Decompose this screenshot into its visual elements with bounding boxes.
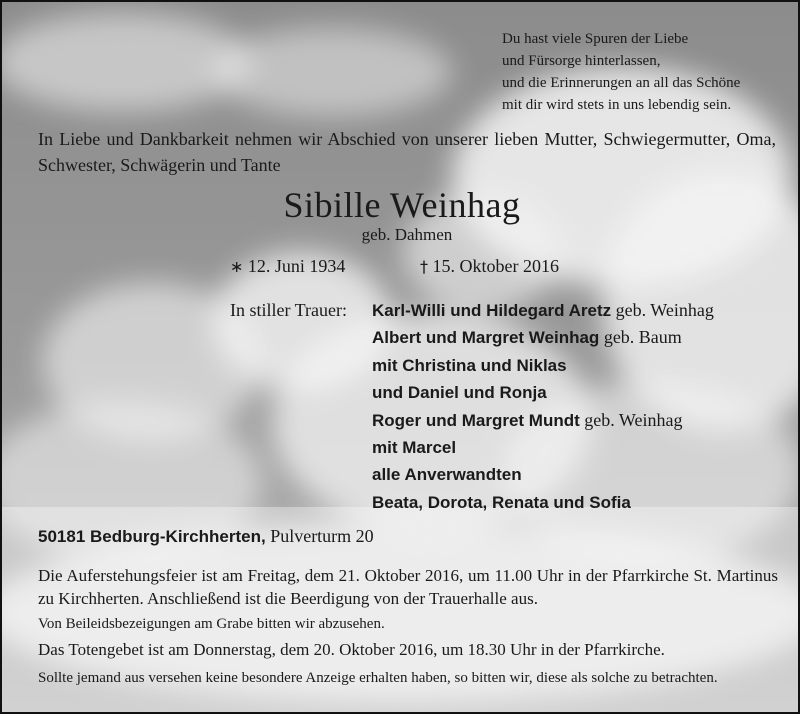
mourner-note: geb. Baum xyxy=(603,327,682,348)
mourner-names: Albert und Margret Weinhag xyxy=(372,328,600,348)
birth-date xyxy=(230,254,345,279)
mourner-line xyxy=(372,324,714,351)
mourner-names: mit Christina und Niklas xyxy=(372,355,567,375)
funeral-text: Die Auferstehungsfeier ist am Freitag, dem 21. Oktober 2016, um 11.00 Uhr in der Pfarrkirche St. Martinus zu Kirchherten. Anschließend ist die Beerdigung von der Trauerhalle aus. xyxy=(38,566,778,608)
mourner-line xyxy=(372,489,714,516)
birth-date-value: 12. Juni 1934 xyxy=(247,256,346,276)
prayer-text: Das Totengebet ist am Donnerstag, dem 20. Oktober 2016, um 18.30 Uhr in der Pfarrkirche. xyxy=(38,640,665,659)
death-date xyxy=(420,254,559,279)
mourners-list xyxy=(372,297,714,516)
closing-note: Sollte jemand aus versehen keine besondere Anzeige erhalten haben, so bitten wir, diese als solche zu betrachten. xyxy=(38,670,718,686)
address xyxy=(38,524,374,549)
memorial-poem xyxy=(502,28,740,116)
poem-line: und die Erinnerungen an all das Schöne xyxy=(502,75,741,91)
mourner-names: mit Marcel xyxy=(372,438,457,458)
mourner-line xyxy=(372,297,714,324)
mourners-label: In stiller Trauer: xyxy=(230,300,347,320)
mourner-line xyxy=(372,379,714,406)
mourner-line xyxy=(372,461,714,488)
mourner-names: Roger und Margret Mundt xyxy=(372,410,580,430)
maiden-name: geb. Dahmen xyxy=(361,225,453,244)
death-cross-icon: † xyxy=(420,257,428,276)
mourner-line xyxy=(372,407,714,434)
condolence-note: Von Beileidsbezeigungen am Grabe bitten wir abzusehen. xyxy=(38,616,385,632)
address-place: 50181 Bedburg-Kirchherten, xyxy=(38,527,266,546)
mourner-note: geb. Weinhag xyxy=(584,409,683,430)
mourner-names: alle Anverwandten xyxy=(372,465,522,485)
birth-star-icon: ∗ xyxy=(230,257,244,276)
poem-line: Du hast viele Spuren der Liebe xyxy=(502,31,689,47)
deceased-name: Sibille Weinhag xyxy=(283,185,521,225)
poem-line: mit dir wird stets in uns lebendig sein. xyxy=(502,97,732,113)
mourner-names: und Daniel und Ronja xyxy=(372,383,547,403)
mourner-names: Karl-Willi und Hildegard Aretz xyxy=(372,301,612,320)
death-date-value: 15. Oktober 2016 xyxy=(432,256,559,276)
mourner-line xyxy=(372,434,714,461)
poem-line: und Fürsorge hinterlassen, xyxy=(502,53,661,69)
intro-text: In Liebe und Dankbarkeit nehmen wir Abschied von unserer lieben Mutter, Schwiegermutter, Oma, Schwester, Schwägerin und Tante xyxy=(38,129,776,175)
address-street: Pulverturm 20 xyxy=(270,526,374,546)
mourner-note: geb. Weinhag xyxy=(615,300,714,320)
mourner-line xyxy=(372,352,714,379)
mourner-names: Beata, Dorota, Renata und Sofia xyxy=(372,492,631,512)
